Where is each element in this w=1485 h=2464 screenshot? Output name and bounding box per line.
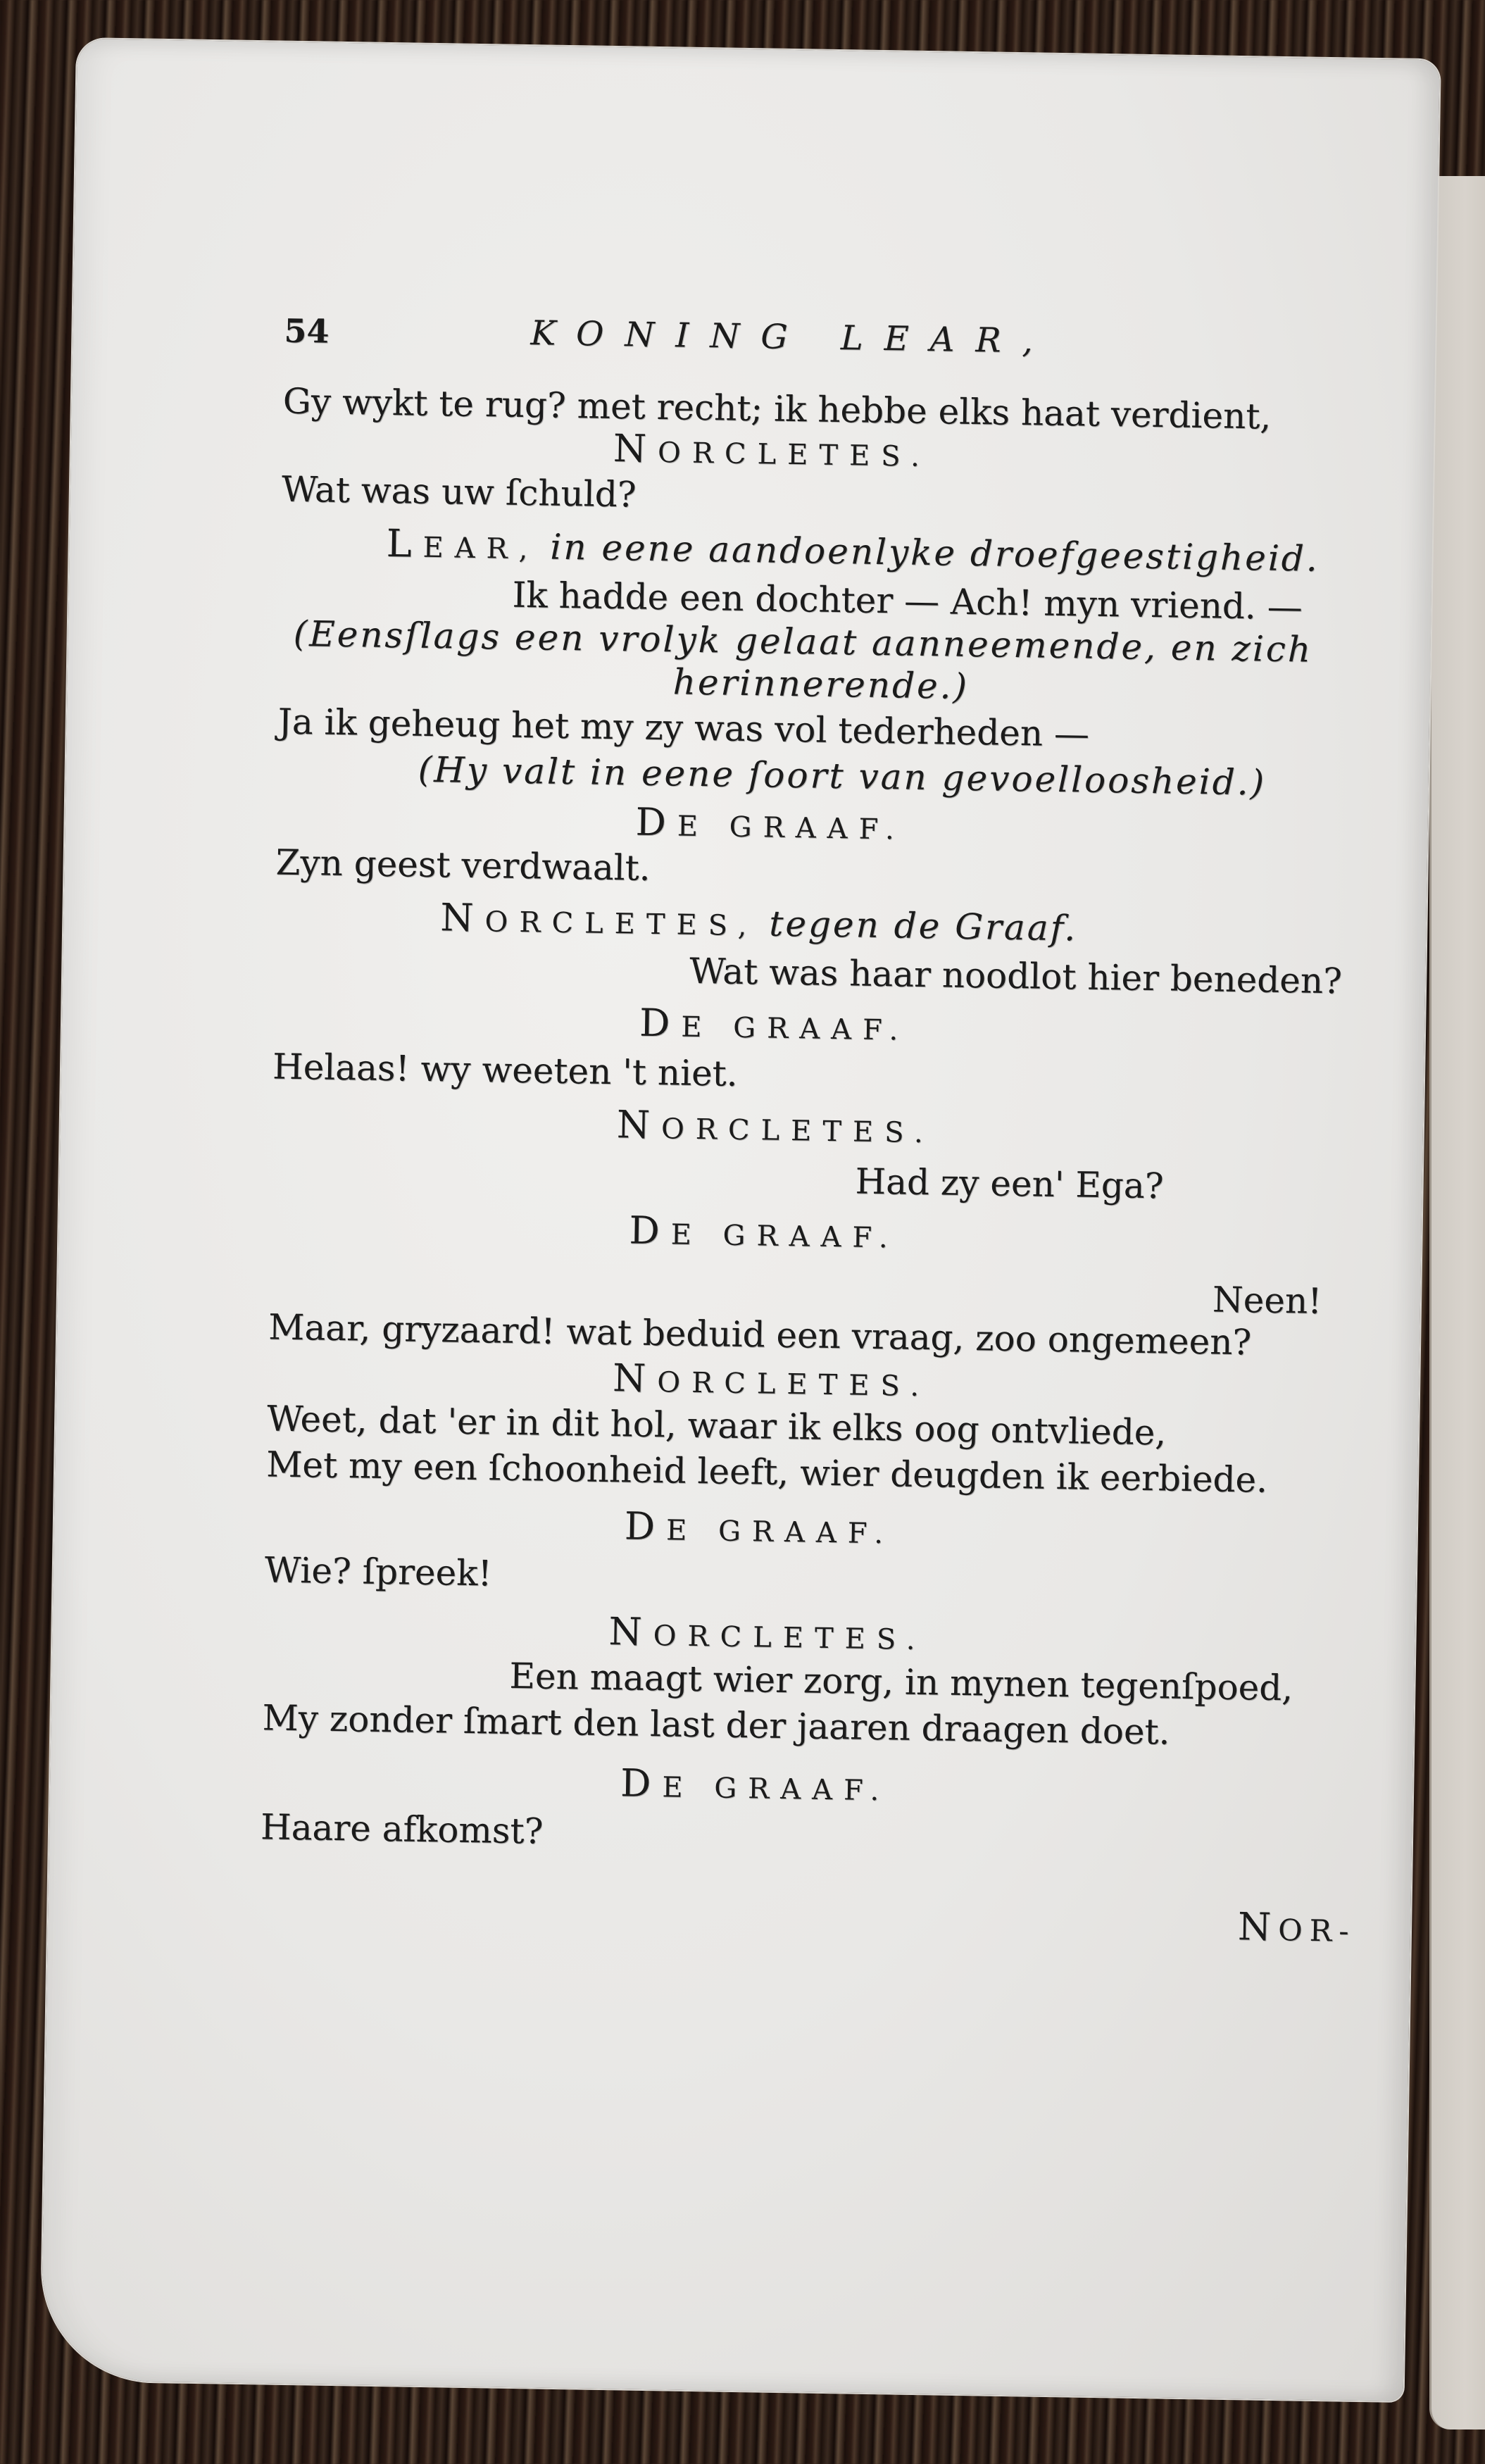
speaker-de-graaf [639,1002,910,1052]
verse-line: Een maagt wier zorg, in mynen tegenſpoed, [509,1655,1293,1709]
verse-line: My zonder ſmart den last der jaaren draagen doet. [262,1697,1171,1753]
speaker-name-rest: ORCLETES. [653,1620,927,1657]
stage-direction: herinnerende.) [672,661,970,707]
speaker-name-rest: ORCLETES. [660,1113,935,1150]
speaker-de-graaf [629,1210,899,1260]
speaker-initial: L [386,520,424,566]
verse-line: Had zy een' Ega? [855,1161,1165,1207]
speaker-initial: D [624,1503,667,1549]
speaker-name-rest: ORCLETES. [657,437,932,474]
facing-page-edge [1429,176,1485,2429]
speaker-name-rest: E GRAAF. [677,810,906,846]
speaker-name-rest: EAR, [422,531,539,566]
stage-direction: (Eensſlags een vrolyk gelaat aanneemende, en zich [293,613,1313,670]
verse-line: Zyn geest verdwaalt. [275,842,651,889]
speaker-de-graaf [635,801,906,851]
verse-line: Haare afkomst? [260,1806,544,1852]
verse-line: Ik hadde een dochter — Ach! myn vriend. — [512,574,1303,628]
speaker-norcletes [440,896,1078,952]
speaker-initial: N [612,1356,658,1401]
speaker-name-rest: E GRAAF. [662,1771,891,1808]
book-page [41,39,1440,2401]
speaker-initial: N [439,895,486,941]
stage-direction: (Hy valt in eene ſoort van gevoelloosheid.) [418,749,1267,803]
speaker-initial: D [639,1000,682,1046]
speaker-initial: D [635,799,678,845]
speaker-name-rest: ORCLETES, [484,906,758,943]
speaker-de-graaf [624,1505,894,1555]
running-head: KONING LEAR, [530,313,1055,361]
verse-line: Wie? ſpreek! [264,1549,493,1594]
speaker-norcletes [616,1103,934,1154]
speaker-initial: N [613,426,658,472]
verse-line: Wat was haar noodlot hier beneden? [689,950,1343,1002]
verse-line: Wat was uw ſchuld? [281,468,637,515]
stage-direction: tegen de Graaf. [768,903,1078,949]
catchword [1238,1906,1356,1953]
verse-line: Neen! [1212,1279,1322,1322]
catchword-initial: N [1237,1904,1279,1950]
speaker-name-rest: E GRAAF. [665,1514,895,1551]
speaker-name-rest: E GRAAF. [670,1218,900,1255]
speaker-name-rest: ORCLETES. [657,1366,931,1403]
speaker-norcletes [613,1357,931,1408]
verse-line: Maar, gryzaard! wat beduid een vraag, zoo ongemeen? [268,1306,1252,1363]
page-number: 54 [284,311,330,351]
speaker-de-graaf [620,1762,891,1812]
verse-line: Met my een ſchoonheid leeft, wier deugden ik eerbiede. [265,1444,1268,1501]
verse-line: Gy wykt te rug? met recht; ik hebbe elks haat verdient, [282,380,1272,437]
speaker-initial: D [629,1208,672,1253]
speaker-norcletes [608,1611,927,1661]
verse-line: Weet, dat 'er in dit hol, waar ik elks oog ontvliede, [266,1398,1167,1453]
speaker-norcletes [613,427,931,478]
verse-line: Ja ik geheug het my zy was vol tederheden — [277,701,1090,755]
speaker-initial: N [616,1102,662,1148]
page-text [260,310,1439,1950]
speaker-initial: N [608,1609,654,1655]
speaker-name-rest: E GRAAF. [680,1011,910,1047]
verse-line: Helaas! wy weeten 't niet. [272,1046,739,1094]
catchword-rest: OR- [1277,1913,1356,1949]
speaker-initial: D [620,1761,663,1806]
stage-direction: in eene aandoenlyke droefgeestigheid. [549,526,1320,580]
